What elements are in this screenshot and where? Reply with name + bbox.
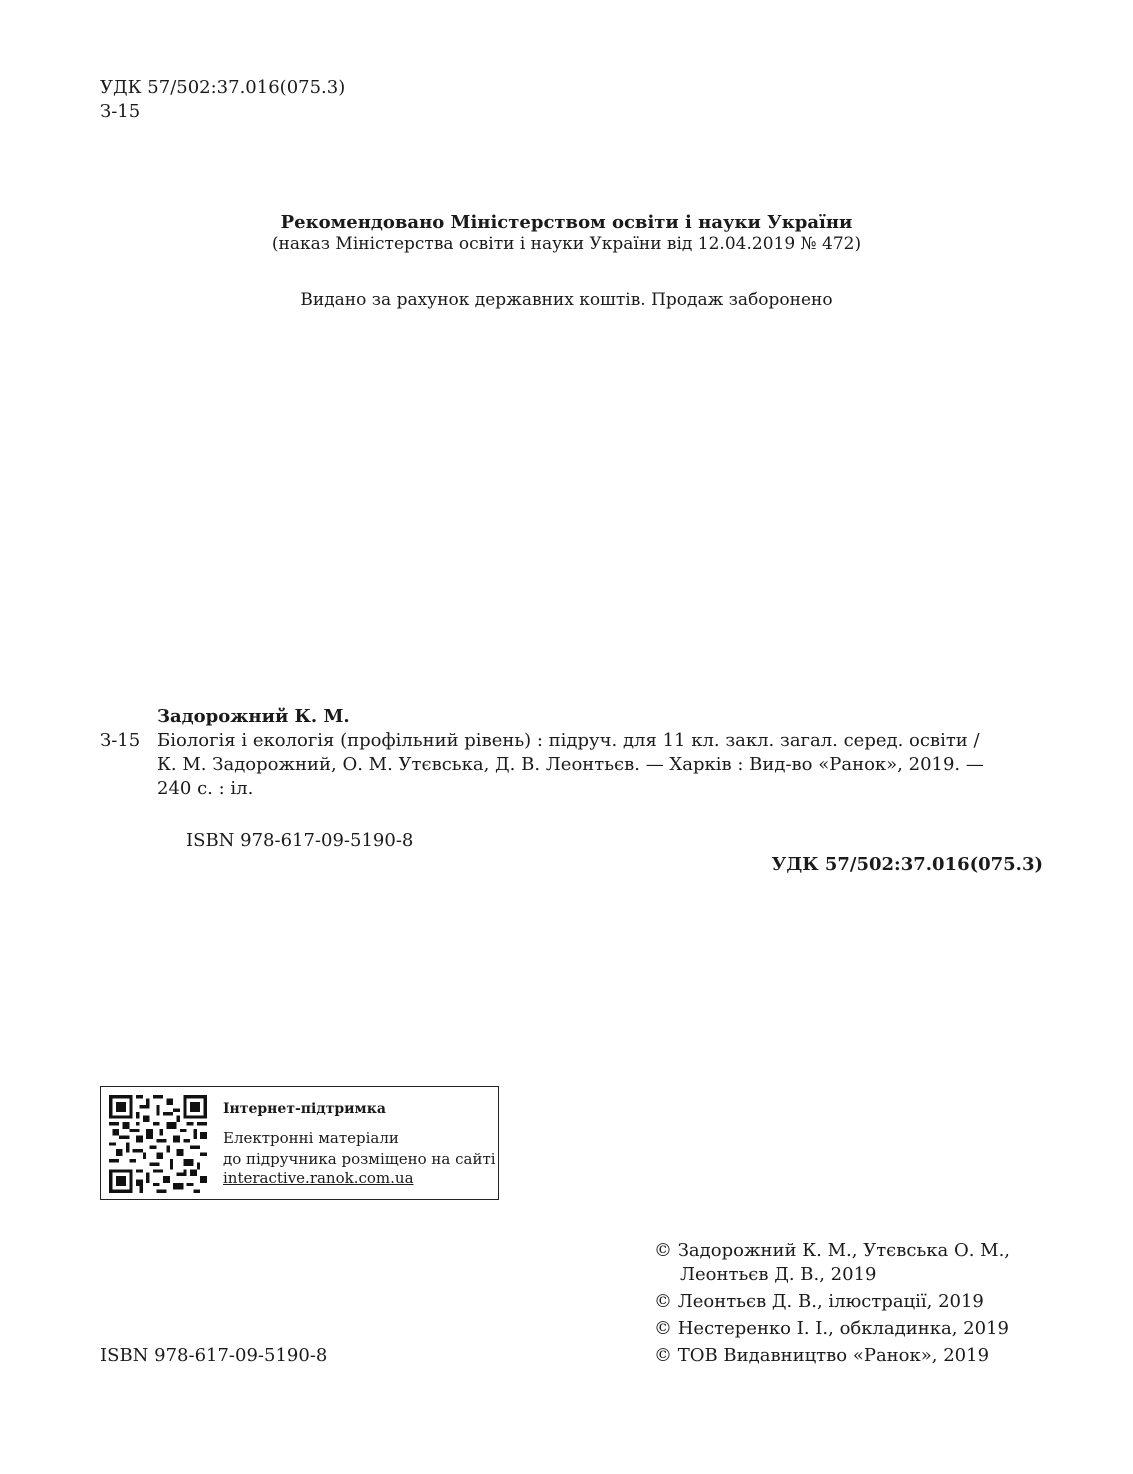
copyright-line: Леонтьєв Д. В., 2019 [680, 1264, 877, 1285]
isbn-bottom: ISBN 978-617-09-5190-8 [100, 1345, 328, 1366]
bibliography-isbn: ISBN 978-617-09-5190-8 [186, 830, 414, 851]
support-text: до підручника розміщено на сайті [223, 1150, 496, 1168]
copyright-line: © Нестеренко І. І., обкладинка, 2019 [654, 1318, 1009, 1339]
bibliography-code: З-15 [100, 730, 141, 751]
copyright-line: © ТОВ Видавництво «Ранок», 2019 [654, 1345, 990, 1366]
funding-notice: Видано за рахунок державних коштів. Продаж заборонено [300, 290, 833, 310]
bibliography-line: 240 с. : іл. [157, 778, 254, 799]
support-title: Інтернет-підтримка [223, 1101, 386, 1117]
copyright-line: © Леонтьєв Д. В., ілюстрації, 2019 [654, 1291, 984, 1312]
classification-code-header: З-15 [100, 101, 141, 122]
support-url-link[interactable]: interactive.ranok.com.ua [223, 1169, 414, 1187]
bibliography-udk: УДК 57/502:37.016(075.3) [771, 854, 1043, 875]
qr-code-icon[interactable] [109, 1095, 207, 1193]
copyright-line: © Задорожний К. М., Утєвська О. М., [654, 1240, 1011, 1261]
internet-support-box [100, 1086, 499, 1200]
bibliography-author: Задорожний К. М. [157, 706, 350, 727]
udk-header: УДК 57/502:37.016(075.3) [100, 77, 346, 98]
recommendation-order: (наказ Міністерства освіти і науки України від 12.04.2019 № 472) [271, 234, 862, 254]
bibliography-line: К. М. Задорожний, О. М. Утєвська, Д. В. Леонтьєв. — Харків : Вид-во «Ранок», 2019. — [157, 754, 984, 775]
bibliography-line: Біологія і екологія (профільний рівень) : підруч. для 11 кл. закл. загал. серед. освіти / [157, 730, 980, 751]
support-text: Електронні матеріали [223, 1129, 399, 1147]
recommendation-title: Рекомендовано Міністерством освіти і науки України [280, 212, 853, 233]
